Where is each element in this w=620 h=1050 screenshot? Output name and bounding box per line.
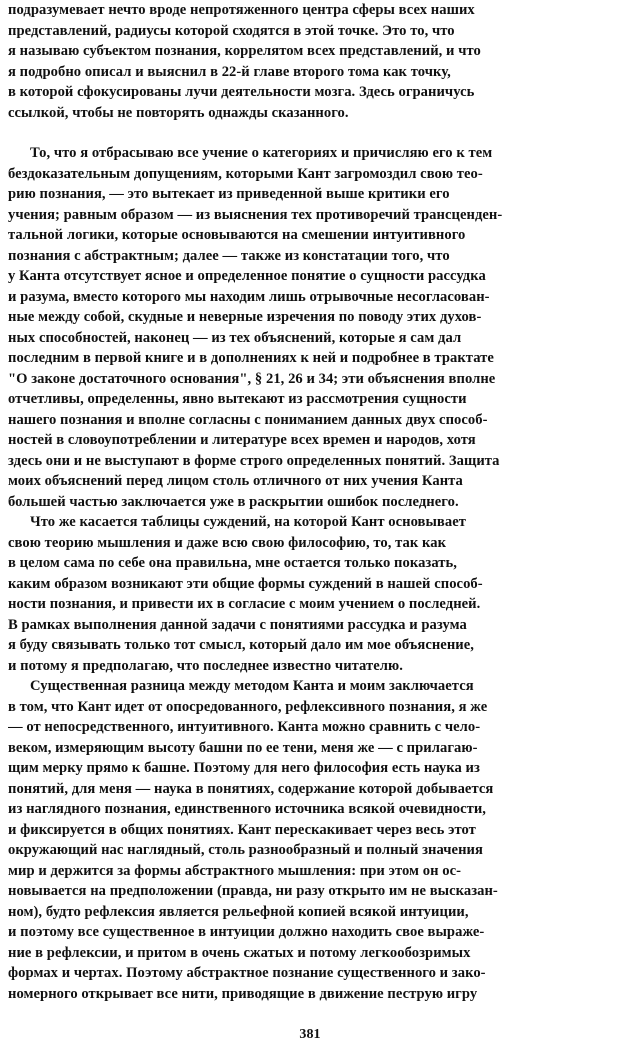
text-line: из наглядного познания, единственного источника всякой очевидности, <box>8 801 487 817</box>
text-line: То, что я отбрасываю все учение о категориях и причисляю его к тем <box>30 145 493 161</box>
text-line: я подробно описал и выяснил в 22-й главе второго тома как точку, <box>8 63 451 80</box>
text-line: ном), будто рефлексия является рельефной копией всякой интуиции, <box>8 903 469 920</box>
text-line: ных способностей, наконец — из тех объяснений, которые я сам дал <box>8 329 462 346</box>
text-line: и потому я предполагаю, что последнее известно читателю. <box>8 657 403 674</box>
text-line: номерного открывает все нити, приводящие в движение пеструю игру <box>8 985 478 1002</box>
text-line: и разума, вместо которого мы находим лишь отрывочные несогласован- <box>8 288 490 305</box>
text-line: в которой сфокусированы лучи деятельности мозга. Здесь ограничусь <box>8 84 475 100</box>
text-line: свою теорию мышления и даже всю свою философию, то, так как <box>8 534 447 551</box>
text-line: щим мерку прямо к башне. Поэтому для него философия есть наука из <box>8 760 480 776</box>
text-line: мир и держится за формы абстрактного мышления: при этом он ос- <box>8 862 462 879</box>
text-line: отчетливы, определенны, явно вытекают из рассмотрения сущности <box>8 391 467 407</box>
text-line: веком, измеряющим высоту башни по ее тени, меня же — с прилагаю- <box>8 739 478 756</box>
text-line: ностей в словоупотреблении и литературе всех времен и народов, хотя <box>8 432 476 448</box>
text-line: формах и чертах. Поэтому абстрактное познание существенного и зако- <box>8 965 486 981</box>
text-line: окружающий нас наглядный, столь разнообразный и полный значения <box>8 842 483 858</box>
text-line: Что же касается таблицы суждений, на которой Кант основывает <box>30 514 466 530</box>
text-line: и поэтому все существенное в интуиции должно находить свое выраже- <box>8 924 485 940</box>
text-line: ные между собой, скудные и неверные изречения по поводу этих духов- <box>8 309 482 325</box>
text-line: здесь они и не выступают в форме строго определенных понятий. Защита <box>8 452 500 469</box>
text-line: я называю субъектом познания, коррелятом всех представлений, и что <box>8 43 481 59</box>
text-line: в том, что Кант идет от опосредованного, рефлексивного познания, я же <box>8 698 488 715</box>
text-line: представлений, радиусы которой сходятся в этой точке. Это то, что <box>8 22 455 39</box>
text-line: тальной логики, которые основываются на смешении интуитивного <box>8 227 466 243</box>
text-line: в целом сама по себе она правильна, мне остается только показать, <box>8 555 457 571</box>
paragraph-block-top <box>8 0 616 123</box>
text-line: познания с абстрактным; далее — также из констатации того, что <box>8 247 450 264</box>
text-line: бездоказательным допущениям, которыми Кант загромоздил свою тео- <box>8 165 483 182</box>
text-line: рию познания, — это вытекает из приведенной выше критики его <box>8 186 450 202</box>
text-line: подразумевает нечто вроде непротяженного центра сферы всех наших <box>8 2 475 18</box>
text-line: ности познания, и привести их в согласие с моим учением о последней. <box>8 596 481 612</box>
text-line: новывается на предположении (правда, ни разу открыто им не высказан- <box>8 883 498 899</box>
text-line: моих объяснений перед лицом столь отличного от них учения Канта <box>8 473 463 489</box>
text-line: и фиксируется в общих понятиях. Кант перескакивает через весь этот <box>8 821 476 838</box>
text-line: ссылкой, чтобы не повторять однажды сказанного. <box>8 104 349 121</box>
text-line: я буду связывать только тот смысл, который дало им мое объяснение, <box>8 637 474 653</box>
text-line: В рамках выполнения данной задачи с понятиями рассудка и разума <box>8 616 467 633</box>
text-line: нашего познания и вполне согласны с пониманием данных двух способ- <box>8 411 488 428</box>
text-line: последним в первой книге и в дополнениях к ней и подробнее в трактате <box>8 350 494 366</box>
text-line: у Канта отсутствует ясное и определенное понятие о сущности рассудка <box>8 268 486 284</box>
paragraph-block-main <box>8 143 616 1004</box>
text-line: большей частью заключается уже в раскрытии ошибок последнего. <box>8 493 459 510</box>
text-line: ние в рефлексии, и притом в очень сжатых и потому легкообозримых <box>8 944 471 961</box>
text-line: каким образом возникают эти общие формы суждений в нашей способ- <box>8 575 483 592</box>
text-line: — от непосредственного, интуитивного. Канта можно сравнить с чело- <box>8 719 481 735</box>
text-line: Существенная разница между методом Канта и моим заключается <box>30 678 474 694</box>
text-line: учения; равным образом — из выяснения тех противоречий трансценден- <box>8 206 503 223</box>
page-number: 381 <box>299 1027 321 1042</box>
text-line: понятий, для меня — наука в понятиях, содержание которой добывается <box>8 780 494 797</box>
text-line: "О законе достаточного основания", § 21, 26 и 34; эти объяснения вполне <box>8 370 496 387</box>
